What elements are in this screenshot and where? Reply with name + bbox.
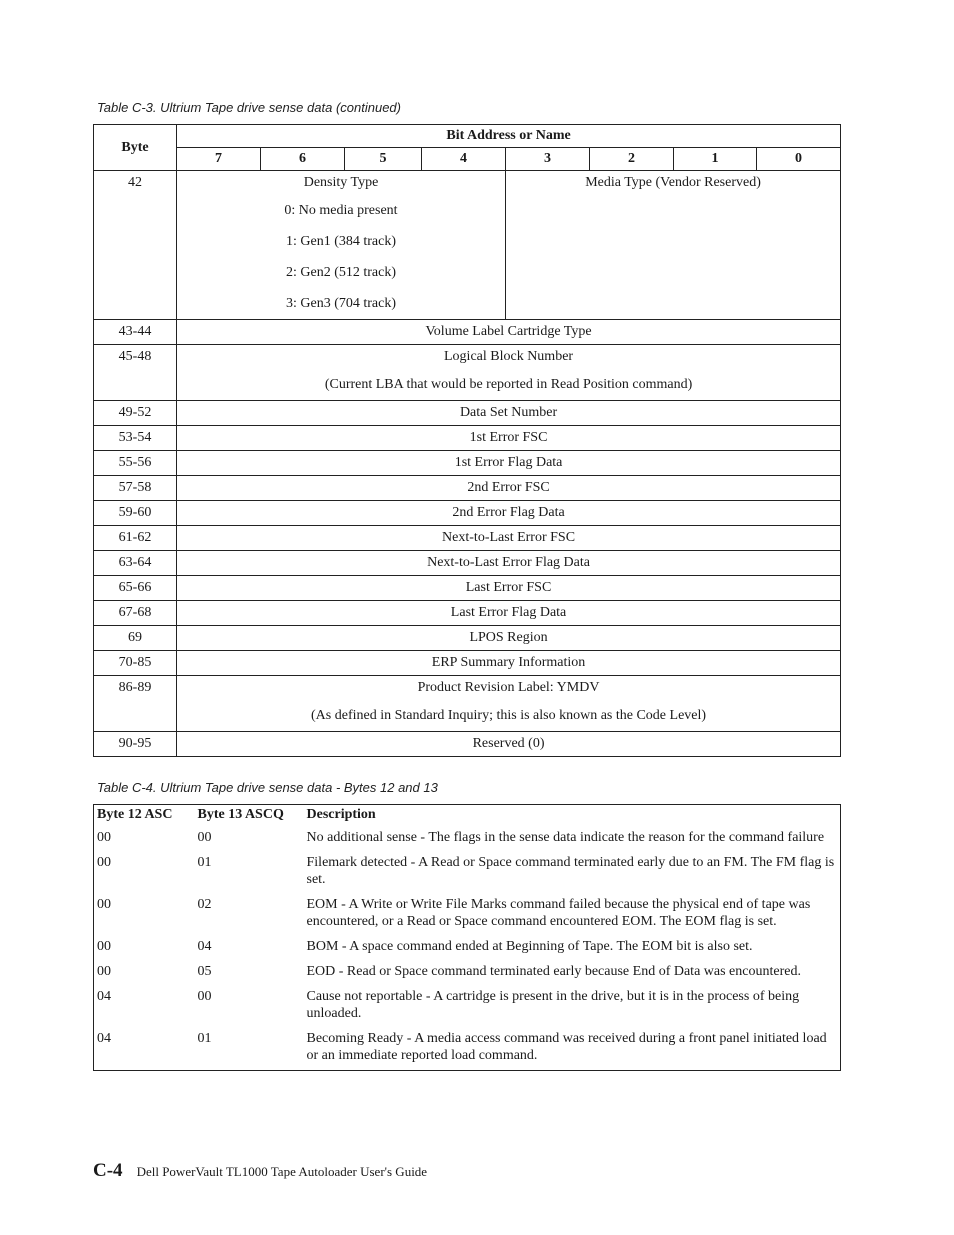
ascq-header: Byte 13 ASCQ xyxy=(197,807,284,822)
bit-header: 3 xyxy=(506,148,590,171)
byte-cell: 57-58 xyxy=(94,476,177,501)
description-cell: Filemark detected - A Read or Space command terminated early due to an FM. The FM flag is set. xyxy=(306,855,835,887)
ascq-cell: 05 xyxy=(197,964,212,979)
table-row xyxy=(94,451,841,476)
description-cell: BOM - A space command ended at Beginning of Tape. The EOM bit is also set. xyxy=(306,939,753,954)
byte-cell: 53-54 xyxy=(94,426,177,451)
asc-cell: 00 xyxy=(97,830,111,845)
ascq-cell: 00 xyxy=(197,989,212,1004)
table-row xyxy=(94,320,841,345)
table-row xyxy=(94,894,841,936)
table-row xyxy=(94,1028,841,1071)
table-c3-caption: Table C-3. Ultrium Tape drive sense data (continued) xyxy=(97,100,401,115)
bit-header: 4 xyxy=(422,148,506,171)
field-cell: 2nd Error Flag Data xyxy=(177,501,841,526)
byte-cell: 55-56 xyxy=(94,451,177,476)
table-c4-caption: Table C-4. Ultrium Tape drive sense data - Bytes 12 and 13 xyxy=(97,780,438,795)
bit-header: 6 xyxy=(261,148,345,171)
table-row xyxy=(94,501,841,526)
ascq-cell: 02 xyxy=(197,897,212,912)
field-line: Logical Block Number xyxy=(444,349,574,364)
density-line: 0: No media present xyxy=(284,203,398,218)
ascq-cell: 04 xyxy=(197,939,212,954)
field-cell: Next-to-Last Error FSC xyxy=(177,526,841,551)
field-cell: Last Error FSC xyxy=(177,576,841,601)
density-type-cell xyxy=(177,171,506,320)
table-row xyxy=(94,171,841,320)
byte-cell: 86-89 xyxy=(94,676,177,732)
density-line: 3: Gen3 (704 track) xyxy=(285,296,397,311)
field-line: (Current LBA that would be reported in Read Position command) xyxy=(324,377,693,392)
table-row xyxy=(94,936,841,961)
field-cell: Last Error Flag Data xyxy=(177,601,841,626)
page-footer xyxy=(93,1160,427,1182)
table-row xyxy=(94,601,841,626)
field-cell: Volume Label Cartridge Type xyxy=(177,320,841,345)
table-row xyxy=(94,651,841,676)
byte-cell: 65-66 xyxy=(94,576,177,601)
asc-cell: 00 xyxy=(97,964,111,979)
field-cell: Next-to-Last Error Flag Data xyxy=(177,551,841,576)
field-cell: 1st Error FSC xyxy=(177,426,841,451)
description-cell: EOD - Read or Space command terminated early because End of Data was encountered. xyxy=(306,964,801,979)
table-row xyxy=(94,551,841,576)
byte-cell: 61-62 xyxy=(94,526,177,551)
byte-cell: 42 xyxy=(94,171,177,320)
asc-header: Byte 12 ASC xyxy=(97,807,173,822)
table-row xyxy=(94,345,841,401)
table-row xyxy=(94,676,841,732)
field-cell xyxy=(177,676,841,732)
byte-cell: 49-52 xyxy=(94,401,177,426)
asc-cell: 04 xyxy=(97,1031,111,1046)
table-row xyxy=(94,576,841,601)
ascq-cell: 01 xyxy=(197,855,212,870)
asc-cell: 00 xyxy=(97,897,111,912)
density-line: 2: Gen2 (512 track) xyxy=(285,265,397,280)
byte-cell: 43-44 xyxy=(94,320,177,345)
byte-cell: 45-48 xyxy=(94,345,177,401)
bit-header: 1 xyxy=(674,148,757,171)
byte-cell: 67-68 xyxy=(94,601,177,626)
byte-header: Byte xyxy=(94,125,177,171)
density-line: 1: Gen1 (384 track) xyxy=(285,234,397,249)
field-cell: Reserved (0) xyxy=(177,732,841,757)
table-row xyxy=(94,626,841,651)
description-cell: Becoming Ready - A media access command was received during a front panel initiated load or an immediate reported load command. xyxy=(306,1031,827,1063)
sense-data-table xyxy=(93,124,841,757)
asc-ascq-table xyxy=(93,804,841,1071)
field-cell: Data Set Number xyxy=(177,401,841,426)
field-cell xyxy=(177,345,841,401)
table-row xyxy=(94,526,841,551)
table-row xyxy=(94,476,841,501)
table-row xyxy=(94,961,841,986)
byte-cell: 70-85 xyxy=(94,651,177,676)
ascq-cell: 01 xyxy=(197,1031,212,1046)
field-line: Product Revision Label: YMDV xyxy=(417,680,600,695)
field-cell: 2nd Error FSC xyxy=(177,476,841,501)
bit-address-header: Bit Address or Name xyxy=(177,125,841,148)
description-cell: EOM - A Write or Write File Marks command failed because the physical end of tape was encountered, or a Read or Space command encountered EOM. The EOM flag is set. xyxy=(306,897,811,929)
table-row xyxy=(94,986,841,1028)
description-cell: No additional sense - The flags in the sense data indicate the reason for the command failure xyxy=(306,830,825,845)
description-cell: Cause not reportable - A cartridge is present in the drive, but it is in the process of being unloaded. xyxy=(306,989,800,1021)
asc-cell: 00 xyxy=(97,939,111,954)
table-row xyxy=(94,827,841,852)
media-type-cell: Media Type (Vendor Reserved) xyxy=(506,171,841,320)
bit-header: 0 xyxy=(757,148,841,171)
table-row xyxy=(94,426,841,451)
density-line: Density Type xyxy=(303,175,379,190)
page-number: C-4 xyxy=(93,1160,123,1181)
table-row xyxy=(94,401,841,426)
ascq-cell: 00 xyxy=(197,830,212,845)
field-cell: ERP Summary Information xyxy=(177,651,841,676)
byte-cell: 59-60 xyxy=(94,501,177,526)
description-header: Description xyxy=(306,807,376,822)
field-cell: 1st Error Flag Data xyxy=(177,451,841,476)
table-row xyxy=(94,732,841,757)
bit-header: 7 xyxy=(177,148,261,171)
asc-cell: 04 xyxy=(97,989,111,1004)
byte-cell: 90-95 xyxy=(94,732,177,757)
field-cell: LPOS Region xyxy=(177,626,841,651)
byte-cell: 69 xyxy=(94,626,177,651)
table-row xyxy=(94,852,841,894)
field-line: (As defined in Standard Inquiry; this is also known as the Code Level) xyxy=(311,708,707,723)
bit-header: 2 xyxy=(590,148,674,171)
document-title: Dell PowerVault TL1000 Tape Autoloader User's Guide xyxy=(136,1164,428,1179)
bit-header: 5 xyxy=(345,148,422,171)
asc-cell: 00 xyxy=(97,855,111,870)
byte-cell: 63-64 xyxy=(94,551,177,576)
